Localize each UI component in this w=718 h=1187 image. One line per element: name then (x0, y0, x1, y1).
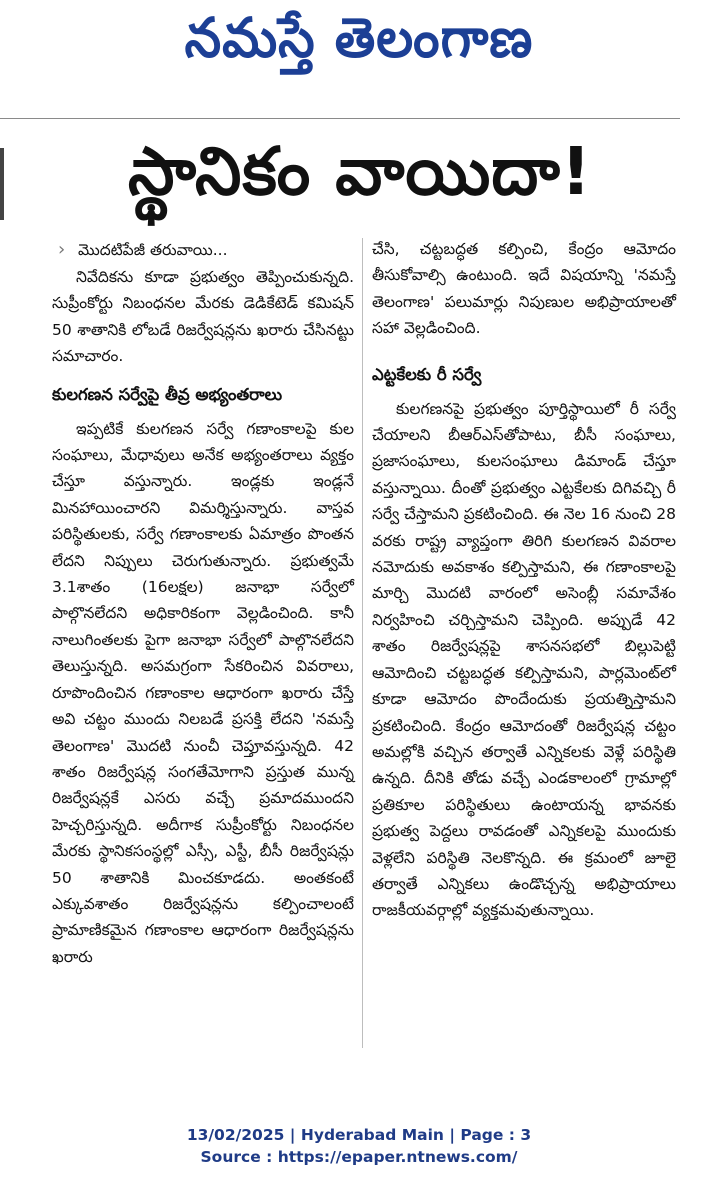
left-paragraph-1: నివేదికను కూడా ప్రభుత్వం తెప్పించుకున్నది. సుప్రీంకోర్టు నిబంధనల మేరకు డెడికేటెడ్ కమిషన్ 50 శాతానికి లోబడే రిజర్వేషన్లను ఖరారు చేసినట్టు సమాచారం. (52, 268, 354, 366)
column-divider (362, 238, 363, 1048)
right-paragraph-2: కులగణనపై ప్రభుత్వం పూర్తిస్థాయిలో రీ సర్వే చేయాలని బీఆర్ఎస్‌తోపాటు, బీసీ సంఘాలు, ప్రజాసంఘాలు, కులసంఘాలు డిమాండ్ చేస్తూ వస్తున్నాయి. దీంతో ప్రభుత్వం ఎట్టకేలకు దిగివచ్చి రీ సర్వే చేస్తామని ప్రకటించింది. ఈ నెల 16 నుంచి 28 వరకు రాష్ట్ర వ్యాప్తంగా తిరిగి కులగణన వివరాల నమోదుకు అవకాశం కల్పిస్తామని, ఈ గణాంకాలపై మార్చి మొదటి వారంలో అసెంబ్లీ సమావేశం నిర్వహించి చర్చిస్తామని చెప్పింది. అప్పుడే 42 శాతం రిజర్వేషన్లపై శాసనసభలో బిల్లుపెట్టి ఆమోదించి చట్టబద్ధత కల్పిస్తామని, పార్లమెంట్‌లో కూడా ఆమోదం పొందేందుకు ప్రయత్నిస్తామని ప్రకటించింది. కేంద్రం ఆమోదంతో రిజర్వేషన్ల చట్టం అమల్లోకి వచ్చిన తర్వాతే ఎన్నికలకు వెళ్లే పరిస్థితి ఉన్నది. దీనికి తోడు వచ్చే ఎండకాలంలో గ్రామాల్లో ప్రతికూల పరిస్థితులు ఉంటాయన్న భావనకు ప్రభుత్వ పెద్దలు రావడంతో ఎన్నికలపై ముందుకు వెళ్లలేని పరిస్థితి నెలకొన్నది. ఈ క్రమంలో జూలై తర్వాతే ఎన్నికలు ఉండొచ్చన్న అభిప్రాయాలు రాజకీయవర్గాల్లో వ్యక్తమవుతున్నాయి. (372, 399, 676, 920)
article-headline: స్థానికం వాయిదా! (127, 132, 592, 210)
continued-from-front-page (58, 236, 354, 264)
masthead-title: నమస్తే తెలంగాణ (184, 6, 534, 70)
masthead-logo (0, 0, 718, 90)
chevron-right-icon: › (58, 238, 66, 260)
subhead-resurvey: ఎట్టకేలకు రీ సర్వే (372, 364, 482, 384)
footer-source: Source : https://epaper.ntnews.com/ (200, 1148, 518, 1166)
footer-date-edition: 13/02/2025 | Hyderabad Main | Page : 3 (186, 1126, 532, 1144)
left-paragraph-2: ఇప్పటికే కులగణన సర్వే గణాంకాలపై కుల సంఘాలు, మేధావులు అనేక అభ్యంతరాలు వ్యక్తం చేస్తూ వస్తున్నారు. ఇండ్లకు ఇండ్లనే మినహాయించారని విమర్శిస్తున్నారు. వాస్తవ పరిస్థితులకు, సర్వే గణాంకాలకు ఏమాత్రం పొంతన లేదని నిప్పులు చెరుగుతున్నారు. ప్రభుత్వమే 3.1శాతం (16లక్షల) జనాభా సర్వేలో పాల్గొనలేదని అధికారికంగా వెల్లడించింది. కానీ నాలుగింతలకు పైగా జనాభా సర్వేలో పాల్గొనలేదని తెలుస్తున్నది. అసమగ్రంగా సేకరించిన వివరాలు, రూపొందించిన గణాంకాల ఆధారంగా ఖరారు చేస్తే అవి చట్టం ముందు నిలబడే ప్రసక్తి లేదని 'నమస్తే తెలంగాణ' మొదటి నుంచీ చెప్తూవస్తున్నది. 42 శాతం రిజర్వేషన్ల సంగతేమోగాని ప్రస్తుత మున్న రిజర్వేషన్లకే ఎసరు వచ్చే ప్రమాదముందని హెచ్చరిస్తున్నది. అదీగాక సుప్రీంకోర్టు నిబంధనల మేరకు స్థానికసంస్థల్లో ఎస్సీ, ఎస్టీ, బీసీ రిజర్వేషన్లు 50 శాతానికి మించకూడదు. అంతకంటే ఎక్కువశాతం రిజర్వేషన్లను కల్పించాలంటే ప్రామాణికమైన గణాంకాల ఆధారంగా రిజర్వేషన్లను ఖరారు (52, 419, 354, 966)
right-column (372, 236, 676, 924)
page-footer (0, 1124, 718, 1168)
subhead-caste-census-objections: కులగణన సర్వేపై తీవ్ర అభ్యంతరాలు (52, 384, 283, 404)
masthead-divider (0, 118, 680, 119)
right-paragraph-1: చేసి, చట్టబద్ధత కల్పించి, కేంద్రం ఆమోదం తీసుకోవాల్సి ఉంటుంది. ఇదే విషయాన్ని 'నమస్తే తెలంగాణ' పలుమార్లు నిపుణుల అభిప్రాయాలతో సహా వెల్లడించింది. (372, 240, 676, 338)
jump-text: మొదటిపేజీ తరువాయి... (78, 240, 228, 259)
left-column (52, 236, 354, 970)
page-edge-mark (0, 148, 4, 220)
